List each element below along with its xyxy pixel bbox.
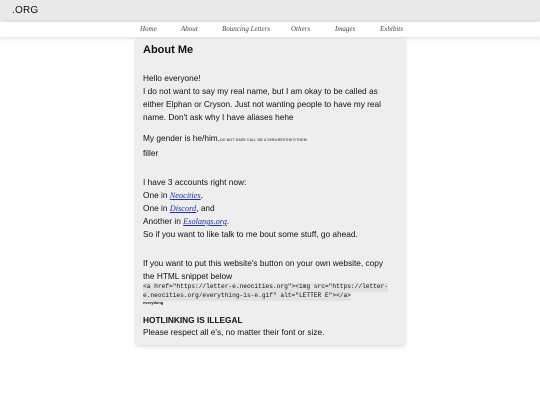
hotlink-warning: HOTLINKING IS ILLEGAL	[143, 315, 243, 325]
gender-line	[143, 132, 307, 147]
gender-text: My gender is he/him.	[143, 133, 221, 143]
about-card	[136, 39, 405, 345]
account-line-neocities	[143, 189, 203, 203]
intro-line-1: I do not want to say my real name, but I am okay to be called as	[143, 86, 378, 96]
nav-bouncing-letters[interactable]: Bouncing Letters	[222, 25, 271, 33]
button-instructions-2: the HTML snippet below	[143, 271, 233, 281]
filler-text: filler	[143, 148, 159, 158]
top-bar	[0, 0, 540, 20]
account-line-esolangs	[143, 215, 229, 229]
site-name[interactable]: .ORG	[12, 5, 39, 16]
account-suffix: ,	[200, 190, 203, 200]
discord-link[interactable]: Discord	[169, 204, 197, 213]
accounts-intro: I have 3 accounts right now:	[143, 177, 247, 187]
account-prefix: Another in	[143, 216, 184, 226]
nav-others[interactable]: Others	[291, 25, 311, 33]
account-line-discord	[143, 202, 215, 216]
nav-bar	[0, 22, 540, 37]
account-suffix: .	[226, 216, 230, 226]
html-snippet-line-2[interactable]: e.neocities.org/everything-is-e.gif" alt="LETTER E"></a>	[143, 292, 351, 299]
intro-line-2: either Elphan or Cryson. Just not wanting people to have my real	[143, 99, 381, 109]
nav-about[interactable]: About	[181, 25, 198, 33]
account-suffix: , and	[196, 203, 215, 213]
button-instructions-1: If you want to put this website's button on your own website, copy	[143, 258, 384, 268]
intro-greeting: Hello everyone!	[143, 73, 201, 83]
account-prefix: One in	[143, 203, 170, 213]
gender-note: DO NOT DARE CALL ME A SHE/HER/THEY/THEM	[220, 138, 307, 142]
nav-images[interactable]: Images	[335, 25, 356, 33]
nav-exhibits[interactable]: Exhibits	[380, 25, 403, 33]
account-prefix: One in	[143, 190, 170, 200]
html-snippet-line-1[interactable]: <a href="https://letter-e.neocities.org"><img src="https://letter-	[143, 283, 389, 290]
everything-caption: everything	[143, 300, 164, 305]
talk-line: So if you want to like talk to me bout some stuff, go ahead.	[143, 229, 358, 239]
respect-line: Please respect all e's, no matter their font or size.	[143, 327, 325, 337]
esolangs-link[interactable]: Esolangs.org	[183, 217, 227, 226]
neocities-link[interactable]: Neocities	[169, 191, 201, 200]
intro-line-3: name. Don't ask why I have aliases hehe	[143, 112, 294, 122]
nav-home[interactable]: Home	[140, 25, 157, 33]
page-title: About Me	[143, 44, 194, 56]
